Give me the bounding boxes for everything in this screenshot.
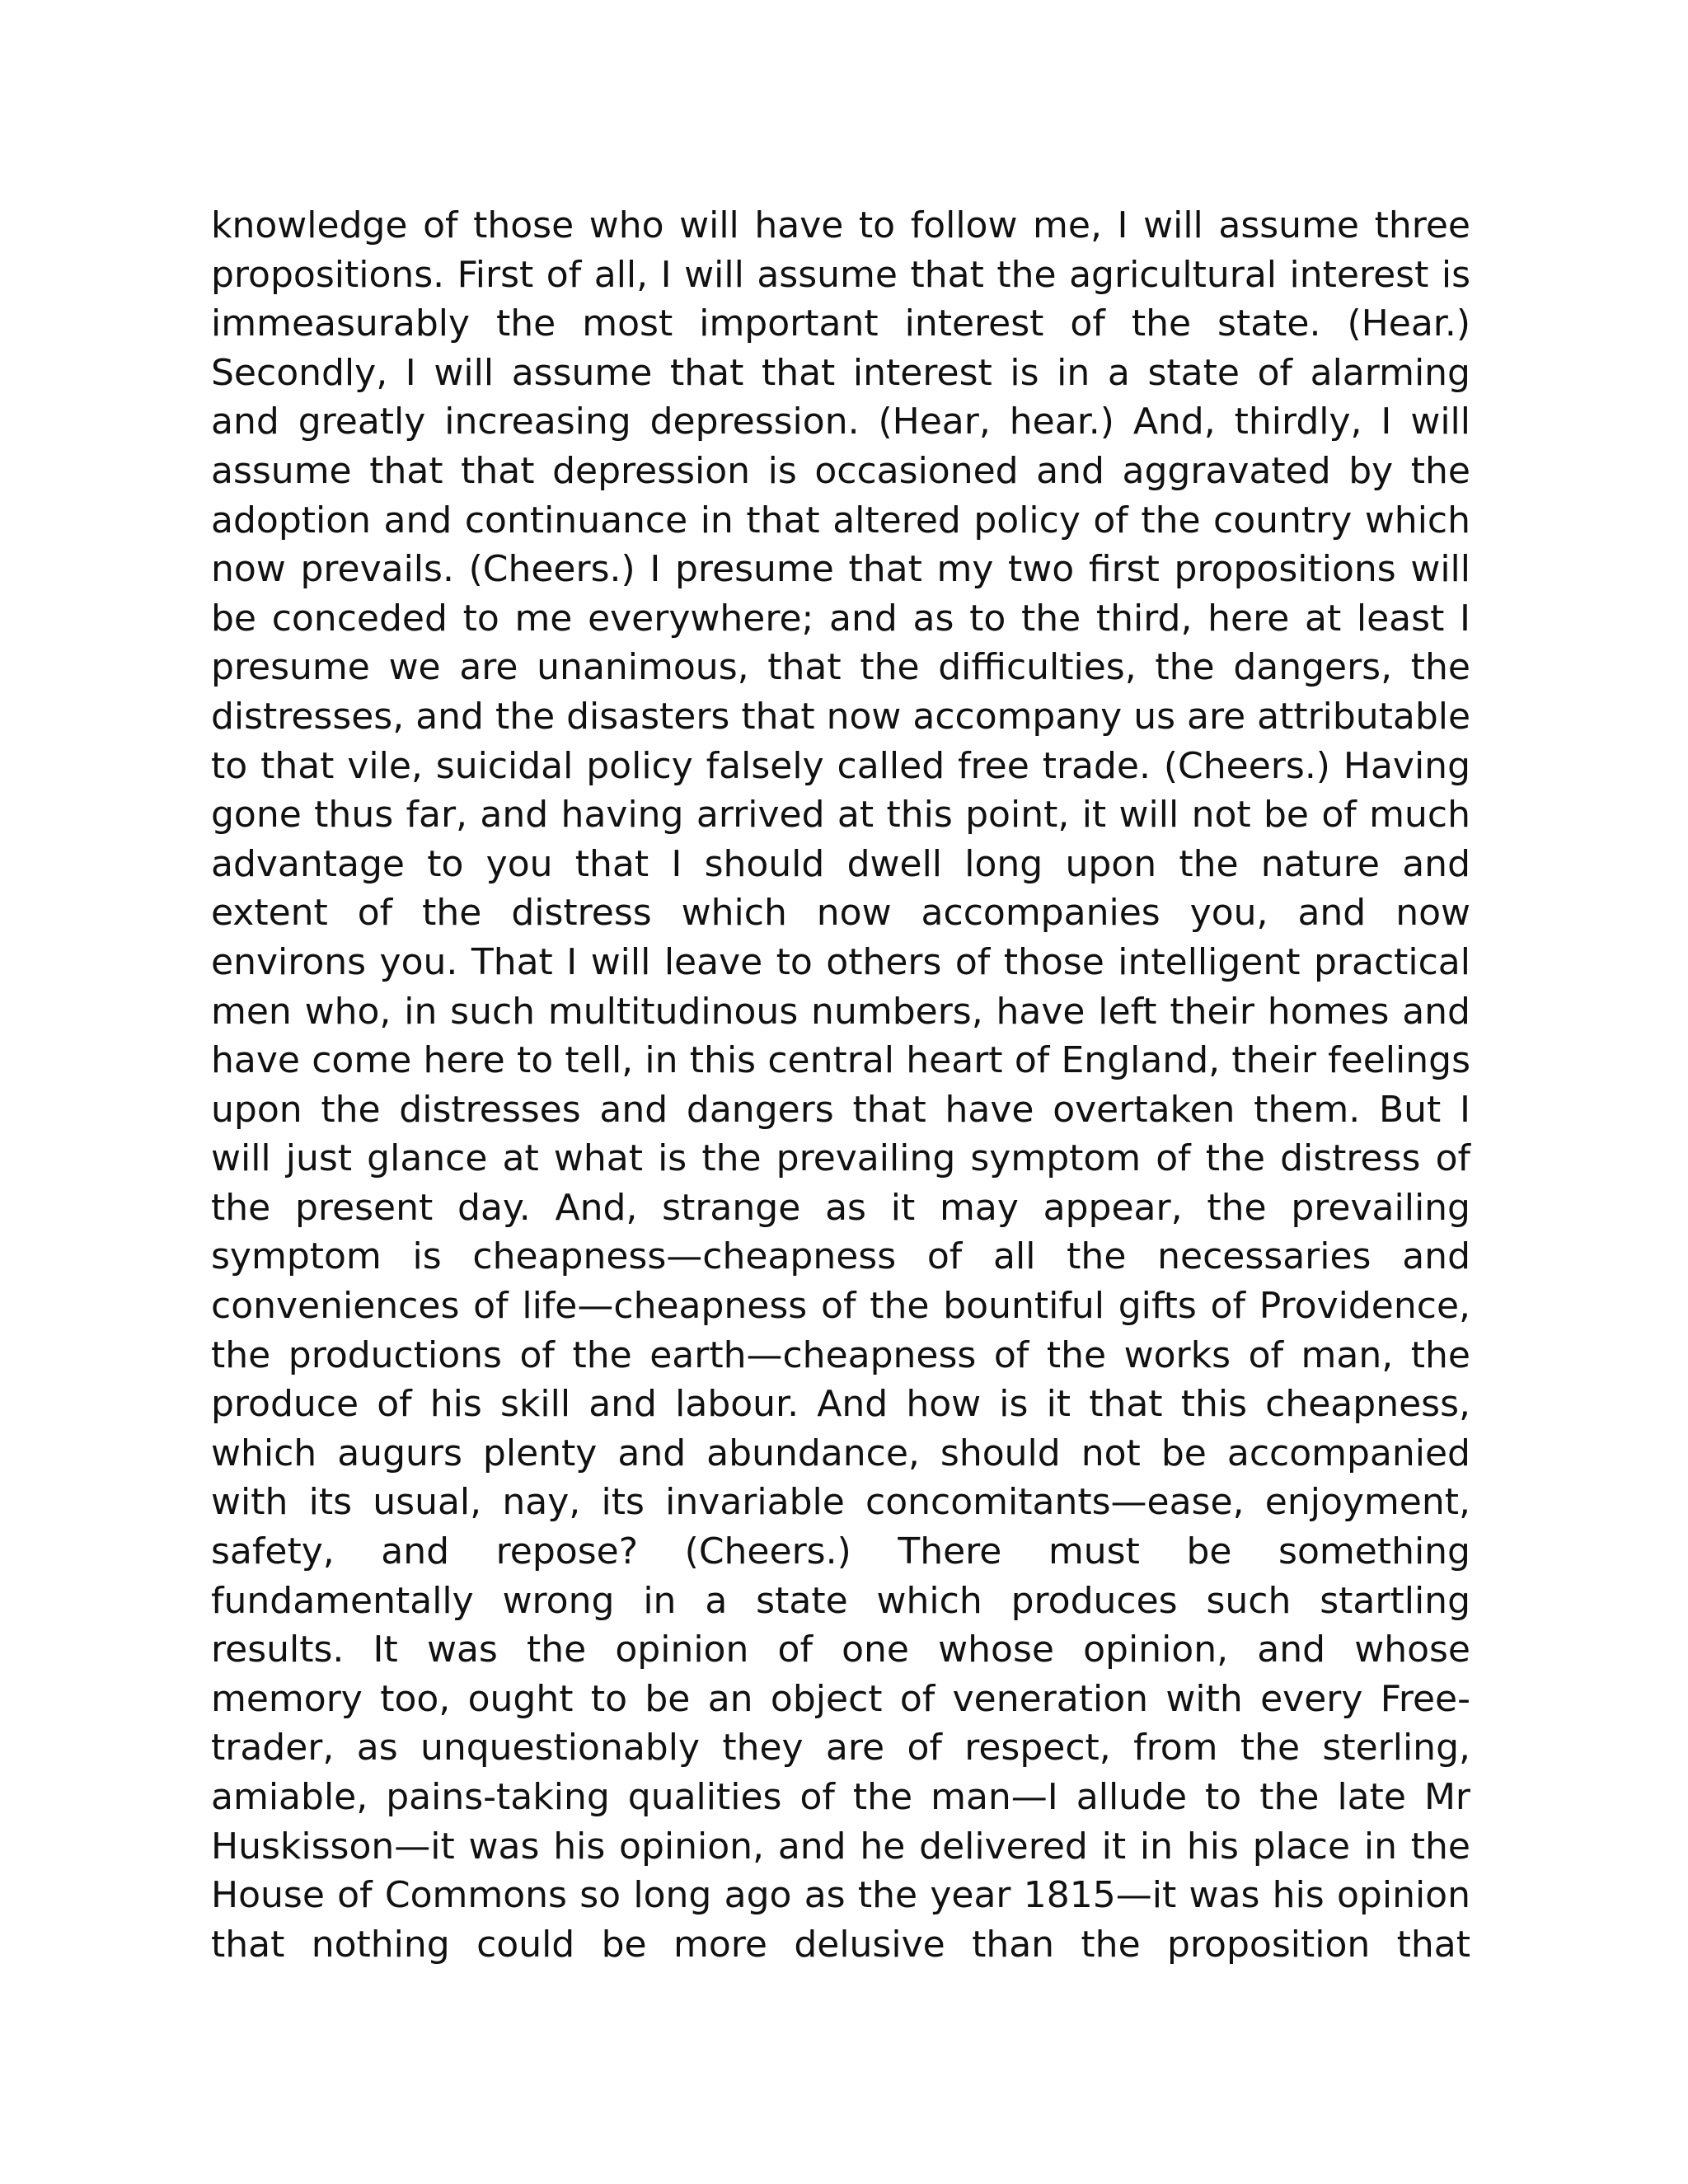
text-line: Huskisson—it was his opinion, and he delivered it in his place in the xyxy=(211,1825,1470,1868)
text-line: produce of his skill and labour. And how is it that this cheapness, xyxy=(211,1383,1470,1426)
text-line: assume that that depression is occasioned and aggravated by the xyxy=(211,449,1470,492)
text-line: Secondly, I will assume that that interest is in a state of alarming xyxy=(211,351,1470,394)
text-line: safety, and repose? (Cheers.) There must be something xyxy=(211,1530,1470,1573)
text-line: amiable, pains-taking qualities of the man—I allude to the late Mr xyxy=(211,1776,1470,1818)
text-line: with its usual, nay, its invariable concomitants—ease, enjoyment, xyxy=(211,1481,1470,1524)
text-line: upon the distresses and dangers that have overtaken them. But I xyxy=(211,1088,1470,1131)
text-line: be conceded to me everywhere; and as to the third, here at least I xyxy=(211,597,1470,640)
text-line: and greatly increasing depression. (Hear, hear.) And, thirdly, I will xyxy=(211,401,1470,443)
text-line: the productions of the earth—cheapness of the works of man, the xyxy=(211,1333,1470,1376)
text-line: trader, as unquestionably they are of respect, from the sterling, xyxy=(211,1727,1470,1769)
text-line: knowledge of those who will have to follow me, I will assume three xyxy=(211,204,1470,246)
text-line: fundamentally wrong in a state which produces such startling xyxy=(211,1579,1470,1622)
text-line: propositions. First of all, I will assume that the agricultural interest is xyxy=(211,253,1470,296)
body-text xyxy=(211,201,1470,1969)
text-line: environs you. That I will leave to others of those intelligent practical xyxy=(211,940,1470,983)
text-line: adoption and continuance in that altered policy of the country which xyxy=(211,499,1470,541)
text-line: symptom is cheapness—cheapness of all the necessaries and xyxy=(211,1235,1470,1278)
text-line: advantage to you that I should dwell long upon the nature and xyxy=(211,842,1470,885)
text-line: presume we are unanimous, that the difficulties, the dangers, the xyxy=(211,646,1470,689)
text-line: immeasurably the most important interest of the state. (Hear.) xyxy=(211,302,1470,345)
text-line: gone thus far, and having arrived at this point, it will not be of much xyxy=(211,794,1470,837)
text-line: have come here to tell, in this central heart of England, their feelings xyxy=(211,1039,1470,1082)
text-line: to that vile, suicidal policy falsely called free trade. (Cheers.) Having xyxy=(211,744,1470,787)
text-line: results. It was the opinion of one whose opinion, and whose xyxy=(211,1629,1470,1671)
text-line: men who, in such multitudinous numbers, have left their homes and xyxy=(211,990,1470,1033)
text-line: the present day. And, strange as it may appear, the prevailing xyxy=(211,1186,1470,1229)
text-line: will just glance at what is the prevailing symptom of the distress of xyxy=(211,1137,1470,1180)
text-line: now prevails. (Cheers.) I presume that my two first propositions will xyxy=(211,548,1470,591)
text-line: memory too, ought to be an object of veneration with every Free- xyxy=(211,1677,1470,1720)
text-line: that nothing could be more delusive than the proposition that xyxy=(211,1923,1470,1966)
text-line: conveniences of life—cheapness of the bountiful gifts of Providence, xyxy=(211,1285,1470,1328)
text-line: extent of the distress which now accompanies you, and now xyxy=(211,892,1470,935)
text-line: House of Commons so long ago as the year 1815—it was his opinion xyxy=(211,1874,1470,1917)
text-line: distresses, and the disasters that now accompany us are attributable xyxy=(211,695,1470,738)
text-line: which augurs plenty and abundance, should not be accompanied xyxy=(211,1432,1470,1474)
